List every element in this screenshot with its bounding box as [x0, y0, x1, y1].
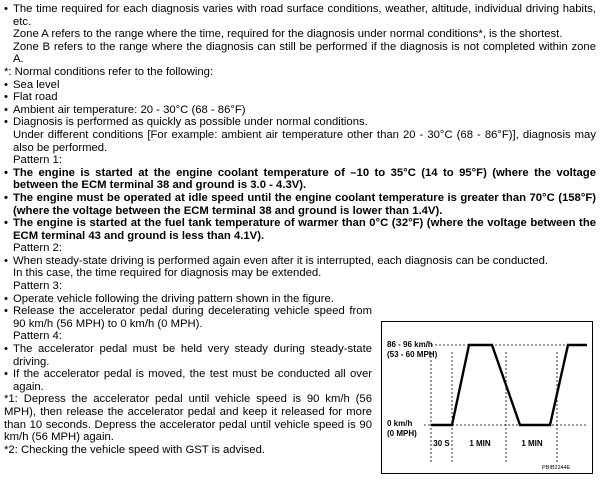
bullet-mark: • — [4, 191, 8, 204]
bullet-mark: • — [4, 343, 8, 356]
bullet-mark: • — [4, 3, 8, 15]
normal-item — [4, 79, 596, 92]
pattern-4-heading: Pattern 4: — [13, 330, 62, 343]
pattern-2-item-text: In this case, the time required for diagnosis may be extended. — [13, 267, 322, 280]
pattern-4-item — [4, 368, 372, 393]
pattern-4-item — [4, 343, 372, 368]
pattern-4-item-text: The accelerator pedal must be held very steady during steady-state driving. — [13, 343, 372, 368]
intro-text: The time required for each diagnosis varies with road surface conditions, weather, altitude, individual driving habits, etc. — [13, 3, 596, 28]
pattern-1-item — [4, 167, 596, 192]
intro-zone-b — [4, 41, 596, 66]
bullet-mark: • — [4, 254, 8, 267]
pattern-2-note — [4, 267, 596, 280]
normal-item-text: Sea level — [13, 78, 60, 91]
normal-item-text: Diagnosis is performed as quickly as possible under normal conditions. — [13, 116, 368, 129]
low-speed-label-mph: (0 MPH) — [387, 429, 417, 438]
pattern-3-heading: Pattern 3: — [13, 280, 62, 293]
pattern-3-item-text: Release the accelerator pedal during decelerating vehicle speed from 90 km/h (56 MPH) to 0 km/h (0 MPH). — [13, 305, 372, 330]
segment-30s-label: 30 S — [433, 439, 450, 448]
bullet-mark: • — [4, 103, 8, 116]
pattern-1-item — [4, 217, 596, 242]
high-speed-label-kmh: 86 - 96 km/h — [387, 340, 433, 349]
figure-reference-code: PBIB2244E — [542, 465, 571, 471]
pattern-1-heading: Pattern 1: — [13, 154, 62, 167]
bullet-mark: • — [4, 166, 8, 179]
bullet-mark: • — [4, 217, 8, 230]
bullet-mark: • — [4, 91, 8, 104]
pattern-1-item-text: The engine is started at the fuel tank temperature of warmer than 0°C (32°F) (where the voltage between the ECM terminal 43 and ground is less than 4.1V). — [13, 217, 596, 242]
driving-pattern-figure — [381, 321, 593, 474]
segment-1min-label-2: 1 MIN — [521, 439, 543, 448]
pattern-1-item-text: The engine is started at the engine coolant temperature of –10 to 35°C (14 to 95°F) (where the voltage between the ECM terminal 38 and ground is 3.0 - 4.3V). — [13, 166, 596, 192]
bullet-mark: • — [4, 368, 8, 381]
pattern-2-section — [4, 242, 596, 280]
pattern-2-item-text: When steady-state driving is performed again even after it is interrupted, each diagnosis can be conducted. — [13, 254, 549, 267]
pattern-1-item — [4, 192, 596, 217]
pattern-2-heading: Pattern 2: — [13, 242, 62, 255]
pattern-3-item — [4, 305, 372, 330]
segment-1min-label-1: 1 MIN — [469, 439, 491, 448]
normal-item-text: Under different conditions [For example: ambient air temperature other than 20 - 30°C (68 - 86°F)], diagnosis may also be performed. — [13, 128, 596, 154]
pattern-4-section — [4, 330, 372, 393]
intro-text: Zone B refers to the range where the diagnosis can still be performed if the diagnosis is not completed within zone A. — [13, 40, 596, 66]
intro-bullet-time-varies — [4, 3, 596, 28]
normal-conditions-heading: *: Normal conditions refer to the following: — [4, 65, 214, 78]
pattern-1-section — [4, 154, 596, 242]
bullet-mark: • — [4, 116, 8, 129]
low-speed-label-kmh: 0 km/h — [387, 419, 413, 428]
normal-item-text: Ambient air temperature: 20 - 30°C (68 - 86°F) — [13, 103, 246, 116]
normal-item — [4, 104, 596, 117]
normal-item — [4, 116, 596, 129]
normal-conditions-section — [4, 66, 596, 154]
intro-section — [4, 3, 596, 66]
intro-text: Zone A refers to the range where the time, required for the diagnosis under normal conditions*, is the shortest. — [13, 28, 563, 41]
speed-profile-line — [431, 345, 587, 425]
normal-item-text: Flat road — [13, 91, 58, 104]
bullet-mark: • — [4, 78, 8, 91]
pattern-3-item — [4, 293, 372, 306]
pattern-4-item-text: If the accelerator pedal is moved, the test must be conducted all over again. — [13, 368, 372, 393]
pattern-3-item-text: Operate vehicle following the driving pattern shown in the figure. — [13, 292, 334, 305]
bullet-mark: • — [4, 292, 8, 305]
driving-pattern-diagram — [382, 322, 592, 473]
pattern-1-item-text: The engine must be operated at idle speed until the engine coolant temperature is greater than 70°C (158°F) (where the voltage between the ECM terminal 38 and ground is lower than 1.4V). — [13, 191, 596, 217]
footnote-2: *2: Checking the vehicle speed with GST is advised. — [4, 443, 266, 456]
normal-item-note — [4, 129, 596, 154]
bullet-mark: • — [4, 305, 8, 318]
footnote-1: *1: Depress the accelerator pedal until vehicle speed is 90 km/h (56 MPH), then release the accelerator pedal and keep it released for more than 10 seconds. Depress the accelerator pedal until vehicle speed is 90 km/h (56 MPH) again. — [4, 393, 372, 444]
high-speed-label-mph: (53 - 60 MPH) — [387, 350, 438, 359]
normal-item — [4, 91, 596, 104]
pattern-3-section — [4, 280, 372, 330]
intro-zone-a — [4, 28, 596, 41]
pattern-2-item — [4, 255, 596, 268]
